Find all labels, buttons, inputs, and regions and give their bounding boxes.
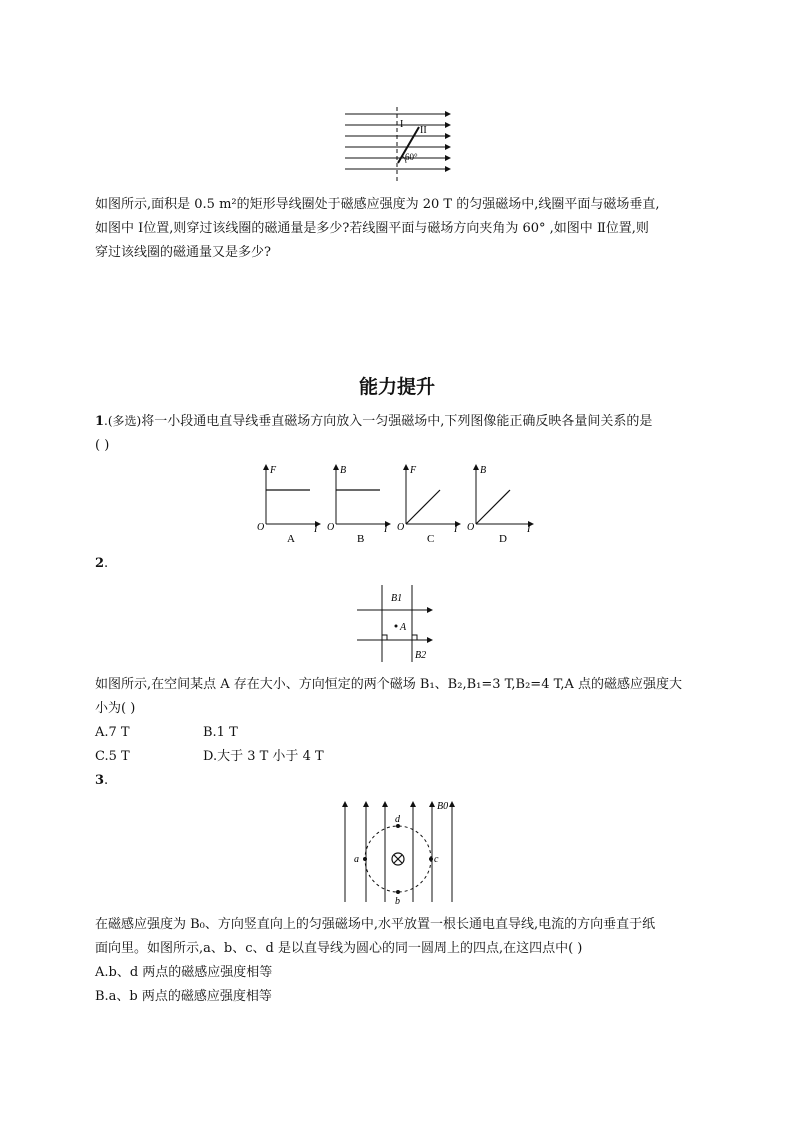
graph-d-caption: D — [499, 533, 507, 545]
q1-number: 1 — [95, 414, 105, 429]
label-b0: B0 — [437, 801, 449, 812]
q3-text — [95, 913, 707, 961]
q2-option-c[interactable]: C.5 T — [95, 749, 130, 764]
q-top-line3: 穿过该线圈的磁通量又是多少? — [95, 245, 271, 260]
graph-b-ylabel: B — [340, 465, 347, 476]
q3-line1: 在磁感应强度为 B₀、方向竖直向上的匀强磁场中,水平放置一根长通电直导线,电流的方向垂直于纸 — [95, 917, 656, 932]
point-a — [395, 625, 398, 628]
graph-d-xlabel: I — [527, 524, 531, 535]
q3-option-a[interactable]: A.b、d 两点的磁感应强度相等 — [95, 965, 273, 980]
q1-line2: ( ) — [95, 438, 110, 453]
label-angle: 60° — [405, 152, 418, 162]
label-a: A — [400, 622, 407, 633]
label-pd: d — [395, 814, 400, 825]
graph-c-ylabel: F — [410, 465, 417, 476]
q1-text — [95, 409, 707, 458]
graph-d-origin: O — [467, 522, 475, 533]
graph-a-origin: O — [257, 522, 265, 533]
label-i: I — [400, 119, 404, 130]
graph-c-caption: C — [427, 533, 435, 545]
q3-number-line — [95, 769, 707, 793]
q2-number: 2 — [95, 556, 105, 571]
section-title: 能力提升 — [358, 376, 435, 398]
graph-b-caption: B — [357, 533, 365, 545]
label-pb: b — [395, 896, 400, 905]
graph-c — [397, 465, 460, 545]
graph-c-origin: O — [397, 522, 405, 533]
q3-line2: 面向里。如图所示,a、b、c、d 是以直导线为圆心的同一圆周上的四点,在这四点中( ) — [95, 941, 583, 956]
q3-option-b[interactable]: B.a、b 两点的磁感应强度相等 — [95, 989, 272, 1004]
graph-d-line — [476, 490, 510, 524]
q-top-line1: 如图所示,面积是 0.5 m²的矩形导线圈处于磁感应强度为 20 T 的匀强磁场中,线圈平面与磁场垂直, — [95, 197, 660, 212]
q-top-text — [95, 193, 707, 265]
q2-field-figure — [352, 580, 442, 665]
q1-graphs — [255, 460, 545, 550]
q2-text — [95, 673, 707, 721]
q2-line2: 小为( ) — [95, 701, 136, 716]
label-pc: c — [434, 854, 439, 865]
label-b2: B2 — [415, 650, 427, 661]
q2-option-b[interactable]: B.1 T — [203, 725, 238, 740]
label-b1: B1 — [391, 593, 403, 604]
point-a-dot — [363, 857, 367, 861]
graph-d-ylabel: B — [480, 465, 487, 476]
label-ii: II — [420, 125, 427, 136]
q-top-line2: 如图中 Ⅰ位置,则穿过该线圈的磁通量是多少?若线圈平面与磁场方向夹角为 60° ,如图中 Ⅱ位置,则 — [95, 221, 649, 236]
q3-number: 3 — [95, 773, 105, 788]
graph-b — [327, 465, 390, 545]
current-into-page-icon — [392, 853, 404, 865]
graph-c-xlabel: I — [454, 524, 458, 535]
q3-field-figure — [335, 797, 460, 905]
q2-dot: . — [104, 556, 109, 571]
point-c-dot — [429, 857, 433, 861]
graph-b-origin: O — [327, 522, 335, 533]
q2-line1: 如图所示,在空间某点 A 存在大小、方向恒定的两个磁场 B₁、B₂,B₁=3 T,B₂=4 T,A 点的磁感应强度大 — [95, 677, 683, 692]
coil-field-figure — [340, 105, 455, 185]
label-pa: a — [354, 854, 359, 865]
graph-a-caption: A — [287, 533, 295, 545]
graph-a-xlabel: I — [314, 524, 318, 535]
q3-dot: . — [104, 773, 109, 788]
graph-a-ylabel: F — [270, 465, 277, 476]
q1-line1: 将一小段通电直导线垂直磁场方向放入一匀强磁场中,下列图像能正确反映各量间关系的是 — [141, 414, 653, 429]
graph-b-xlabel: I — [384, 524, 388, 535]
q2-option-d[interactable]: D.大于 3 T 小于 4 T — [203, 749, 324, 764]
point-b-dot — [396, 890, 400, 894]
graph-c-line — [406, 490, 440, 524]
q2-option-a[interactable]: A.7 T — [95, 725, 130, 740]
graph-a — [257, 465, 320, 545]
q2-number-line — [95, 552, 707, 576]
q1-tag: .(多选) — [104, 414, 142, 428]
graph-d — [467, 465, 533, 545]
